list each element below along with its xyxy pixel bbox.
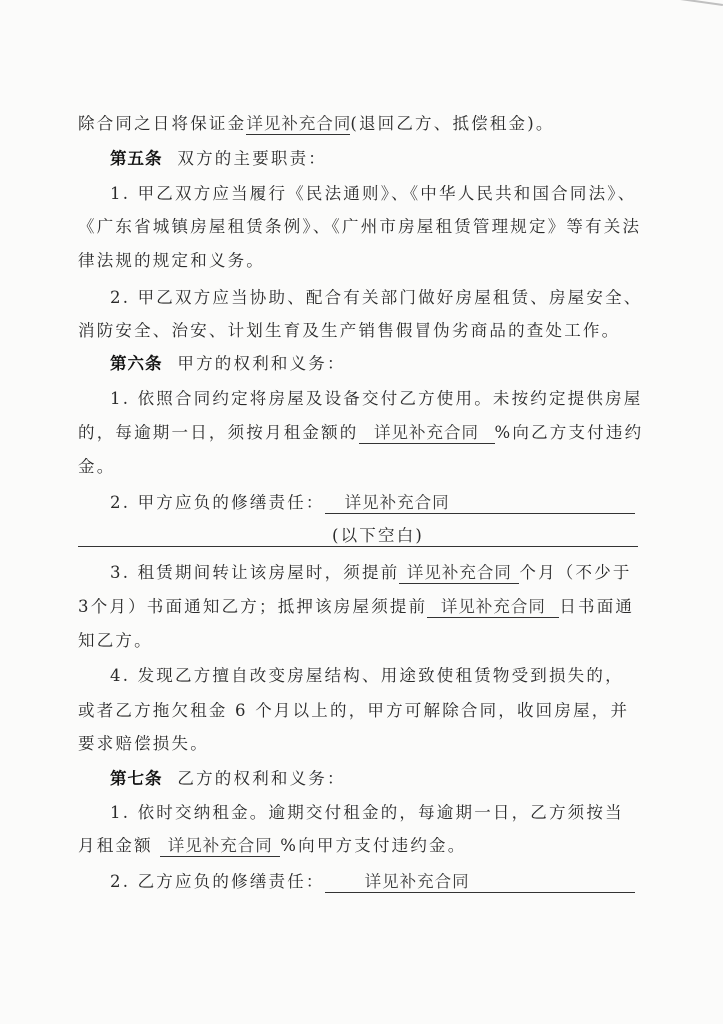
fill-blank: 详见补充合同 bbox=[325, 872, 635, 893]
text: 个月（不少于 bbox=[519, 563, 632, 582]
paragraph-line bbox=[78, 596, 638, 618]
paragraph-line: 4. 发现乙方擅自改变房屋结构、用途致使租赁物受到损失的， bbox=[110, 666, 624, 685]
article-title: 第六条 bbox=[110, 354, 163, 373]
line-deposit bbox=[78, 113, 638, 135]
fill-blank: 详见补充合同 bbox=[359, 423, 495, 444]
fill-blank: 详见补充合同 bbox=[160, 836, 280, 857]
paragraph-line bbox=[78, 835, 638, 857]
fill-blank: 详见补充合同 bbox=[399, 563, 519, 584]
paragraph-line: 要求赔偿损失。 bbox=[78, 734, 209, 753]
article-subtitle: 双方的主要职责： bbox=[177, 149, 327, 168]
article-5-heading bbox=[110, 148, 638, 170]
paragraph-line bbox=[110, 871, 638, 893]
paragraph-line bbox=[110, 492, 638, 514]
paragraph-line: 或者乙方拖欠租金 6 个月以上的，甲方可解除合同，收回房屋，并 bbox=[78, 701, 630, 720]
article-title: 第七条 bbox=[110, 769, 163, 788]
paragraph-line: 律法规的规定和义务。 bbox=[78, 251, 265, 270]
text: 的，每逾期一日，须按月租金额的 bbox=[78, 423, 359, 442]
article-subtitle: 甲方的权利和义务： bbox=[177, 354, 346, 373]
paragraph-line: 知乙方。 bbox=[78, 631, 153, 650]
fill-blank: 详见补充合同 bbox=[325, 493, 635, 514]
paragraph-line: 1. 甲乙双方应当履行《民法通则》、《中华人民共和国合同法》、 bbox=[110, 184, 637, 203]
text: (退回乙方、抵偿租金)。 bbox=[350, 114, 555, 133]
text: 除合同之日将保证金 bbox=[78, 114, 247, 133]
article-title: 第五条 bbox=[110, 149, 163, 168]
fill-blank: 详见补充合同 bbox=[427, 597, 559, 618]
paragraph-line: 1. 依时交纳租金。逾期交付租金的，每逾期一日，乙方须按当 bbox=[110, 803, 624, 822]
paragraph-line: 金。 bbox=[78, 457, 116, 476]
text: 月租金额 bbox=[78, 836, 153, 855]
blank-note: (以下空白) bbox=[331, 526, 425, 545]
article-6-heading bbox=[110, 353, 638, 375]
paragraph-line: 2. 甲乙双方应当协助、配合有关部门做好房屋租赁、房屋安全、 bbox=[110, 288, 643, 307]
text: %向乙方支付违约 bbox=[494, 423, 644, 442]
fill-blank: 详见补充合同 bbox=[246, 114, 352, 133]
paragraph-line: 消防安全、治安、计划生育及生产销售假冒伪劣商品的查处工作。 bbox=[78, 321, 621, 340]
text: 2. 甲方应负的修缮责任： bbox=[110, 493, 325, 512]
article-subtitle: 乙方的权利和义务： bbox=[177, 769, 346, 788]
paragraph-line: 《广东省城镇房屋租赁条例》、《广州市房屋租赁管理规定》等有关法 bbox=[78, 217, 642, 236]
scan-edge-mark bbox=[621, 0, 723, 24]
text: 2. 乙方应负的修缮责任： bbox=[110, 872, 325, 891]
paragraph-line bbox=[110, 562, 638, 584]
text: 日书面通 bbox=[559, 597, 635, 616]
paragraph-line: 1. 依照合同约定将房屋及设备交付乙方使用。未按约定提供房屋 bbox=[110, 389, 643, 408]
paragraph-line bbox=[78, 422, 644, 444]
text: %向甲方支付违约金。 bbox=[280, 836, 467, 855]
underline-rule bbox=[78, 546, 638, 547]
text: 3个月）书面通知乙方；抵押该房屋须提前 bbox=[78, 597, 428, 616]
text: 3. 租赁期间转让该房屋时，须提前 bbox=[110, 563, 400, 582]
article-7-heading bbox=[110, 768, 638, 790]
